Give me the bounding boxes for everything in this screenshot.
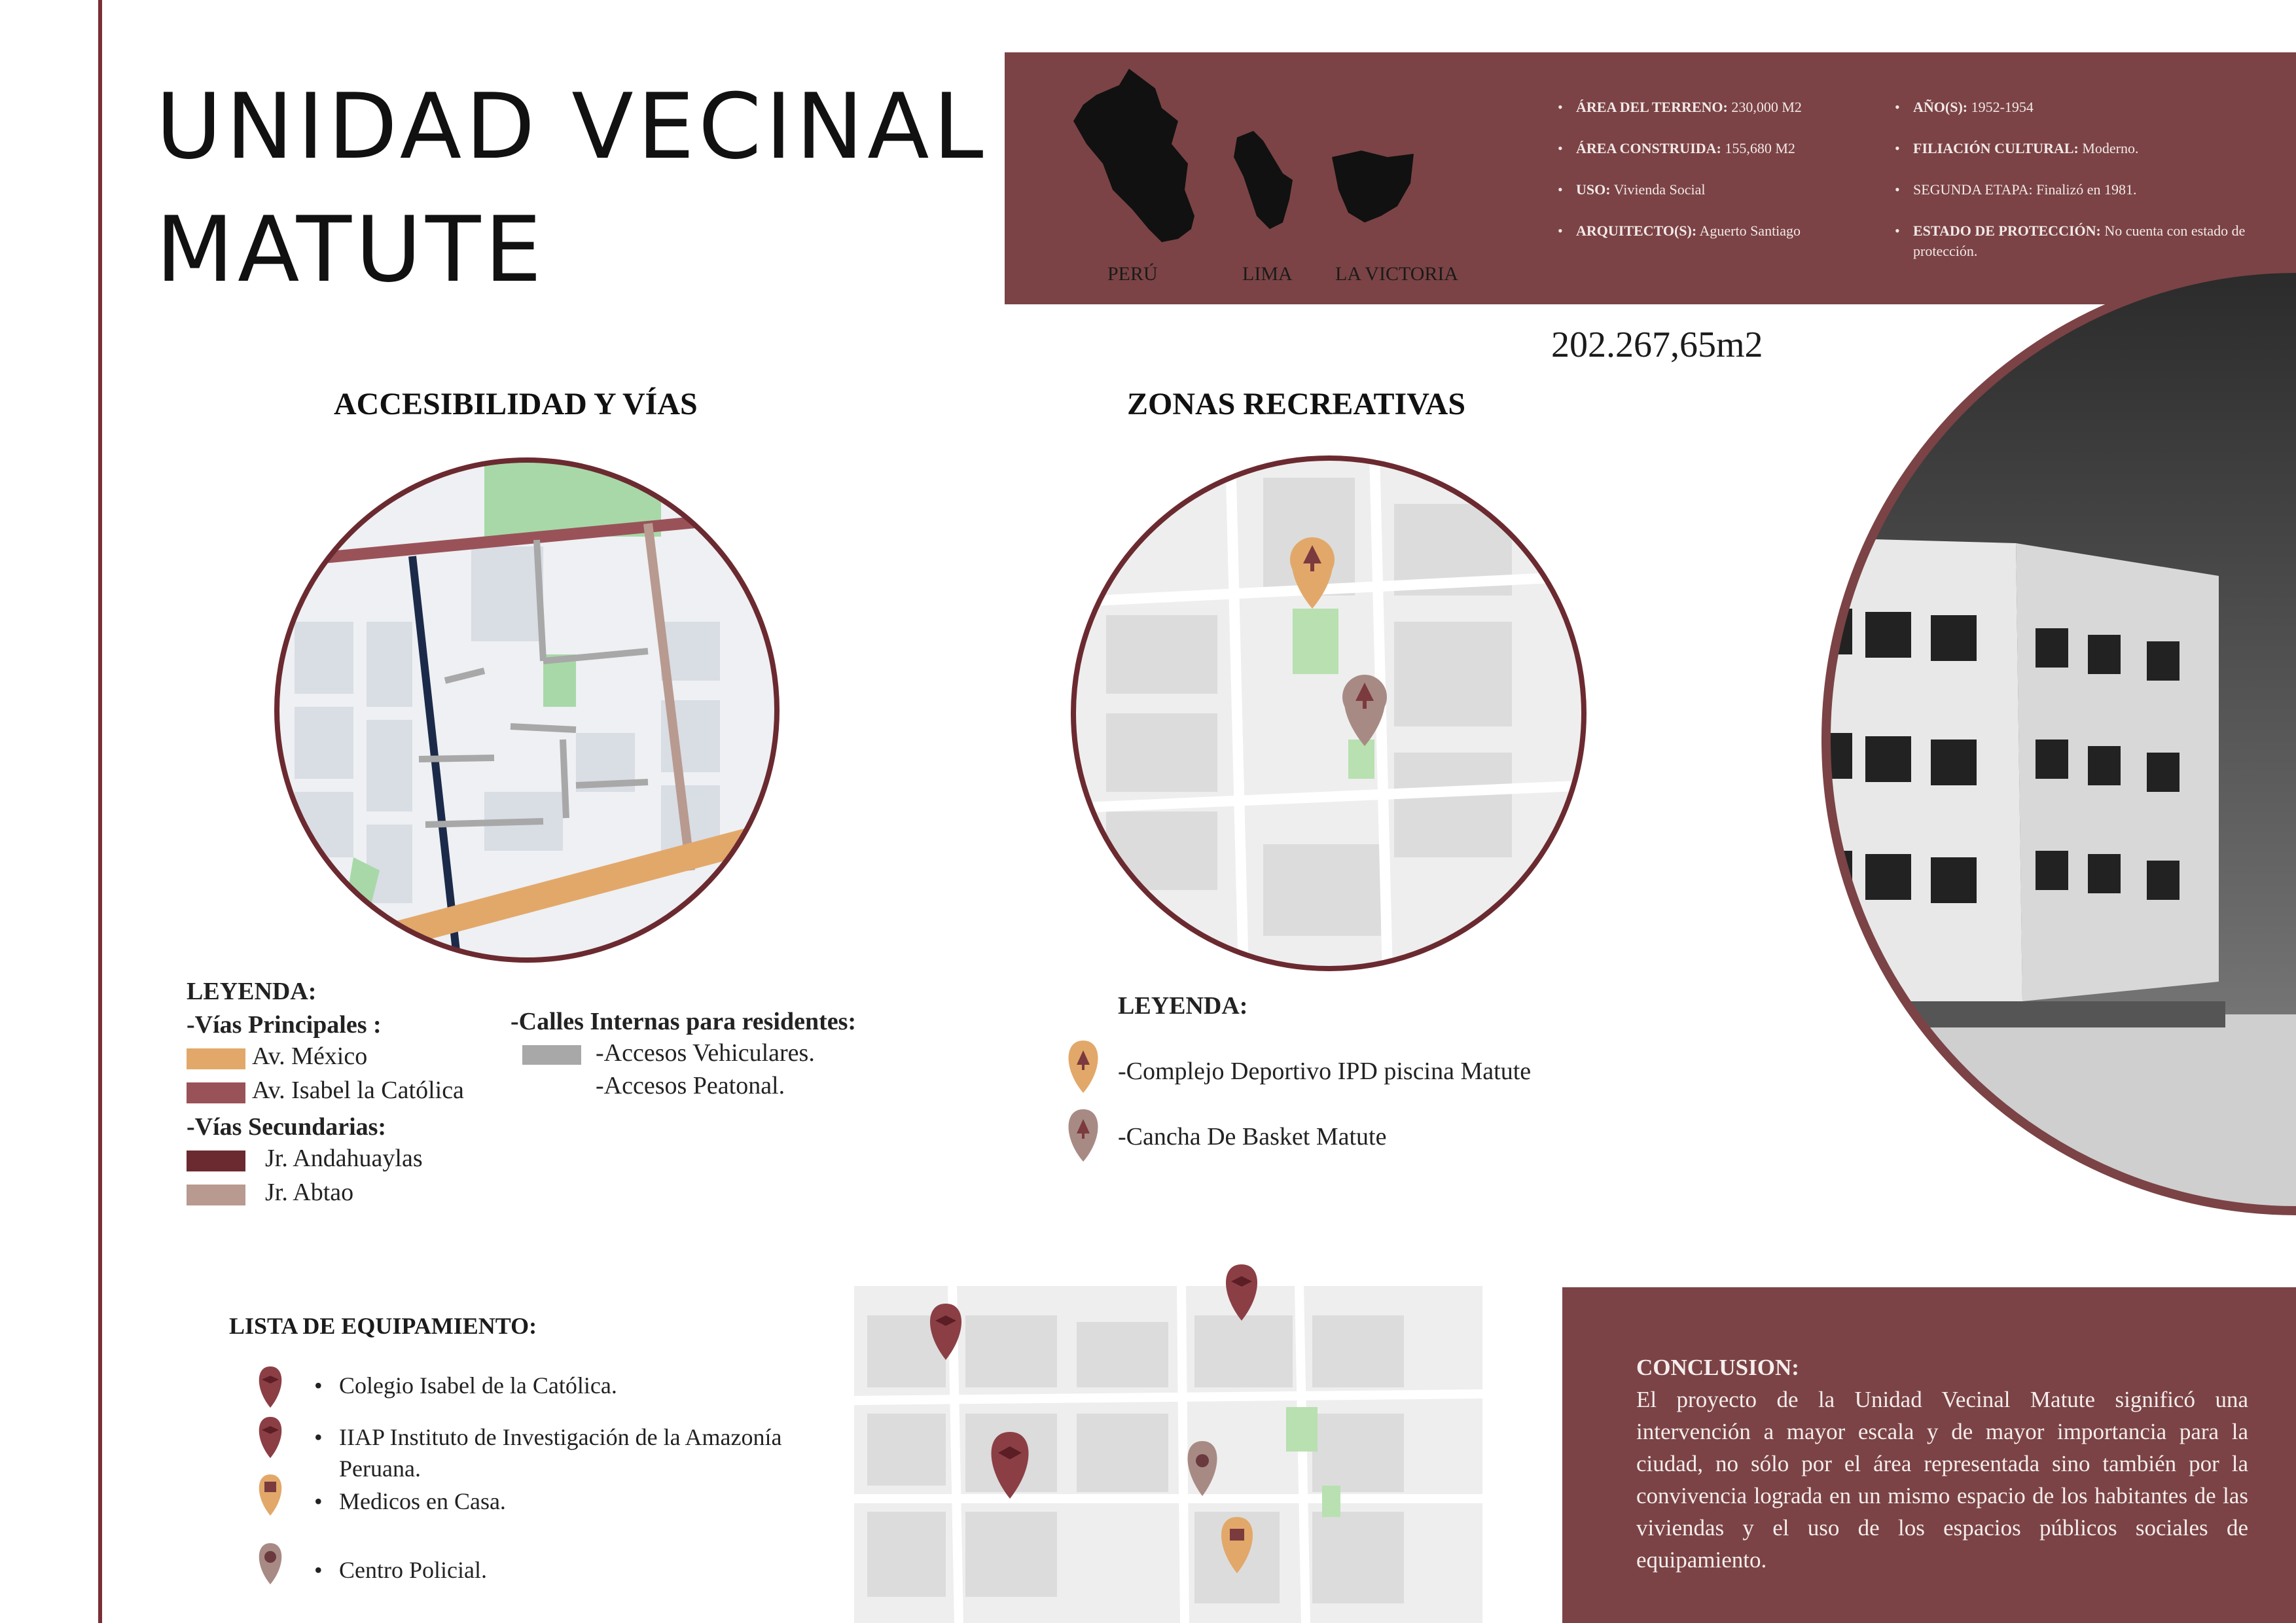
zonas-recreativas-map [1067,452,1590,975]
legend-item-cancha: -Cancha De Basket Matute [1118,1123,1387,1150]
equipamiento-item-colegio: • Colegio Isabel de la Católica. [314,1372,617,1399]
swatch-av-mexico [187,1048,245,1069]
title-line-2: MATUTE [156,197,546,302]
legend-title: LEYENDA: [187,978,317,1005]
graduation-pin-icon-2 [254,1415,287,1461]
conclusion-body: El proyecto de la Unidad Vecinal Matute significó una intervención a mayor escala y de mayor importancia para la ciudad, no sólo por el área representada sino también por la convivencia lograda en un mismo espacio de los habitantes de las viviendas y el uso de los espacios públicos sociales de equipamiento. [1636,1387,2248,1573]
conclusion-text-block [1636,1351,2248,1576]
equipamiento-item-iiap: • IIAP Instituto de Investigación de la Amazonía Peruana. [314,1424,782,1482]
left-border-line [98,0,102,1623]
equipamiento-item-medicos: • Medicos en Casa. [314,1488,506,1514]
equipamiento-item-policial: • Centro Policial. [314,1557,487,1583]
accesibilidad-map [268,452,785,969]
peru-map-icon [1073,69,1194,242]
info-uso: • USO: Vivienda Social [1558,179,1898,200]
hospital-pin-icon [254,1472,287,1518]
swatch-calles-internas [522,1045,581,1065]
info-list-2 [1895,97,2261,282]
map-label-la-victoria: LA VICTORIA [1335,263,1459,285]
info-area-construida: • ÁREA CONSTRUIDA: 155,680 M2 [1558,138,1898,158]
total-area: 202.267,65m2 [1551,325,1763,365]
legend-item-accesos-peatonal: -Accesos Peatonal. [596,1072,785,1099]
legend-vias-principales-label: -Vías Principales : [187,1011,382,1039]
calles-internas-legend [511,1005,929,1104]
accesibilidad-title: ACCESIBILIDAD Y VÍAS [334,387,698,421]
info-anios: • AÑO(S): 1952-1954 [1895,97,2261,117]
swatch-jr-andahuaylas [187,1150,245,1171]
info-segunda-etapa: • SEGUNDA ETAPA: Finalizó en 1981. [1895,179,2261,200]
legend-item-accesos-vehiculares: -Accesos Vehiculares. [511,1039,929,1071]
info-area-terreno: • ÁREA DEL TERRENO: 230,000 M2 [1558,97,1898,117]
building-photo [1741,262,2296,1361]
legend-item-av-isabel: Av. Isabel la Católica [187,1076,494,1110]
legend-pin-complejo-icon [1060,1037,1106,1096]
title-line-1: UNIDAD VECINAL [156,74,988,179]
legend-item-complejo: -Complejo Deportivo IPD piscina Matute [1118,1058,1532,1085]
lima-map-icon [1234,131,1293,229]
info-arquitecto: • ARQUITECTO(S): Aguerto Santiago [1558,221,1898,241]
graduation-pin-icon [254,1364,287,1410]
info-list-1 [1558,97,1898,262]
legend-item-jr-andahuaylas: Jr. Andahuaylas [187,1144,494,1178]
police-pin-icon [254,1541,287,1587]
recreativas-legend-title: LEYENDA: [1118,992,1248,1020]
map-label-lima: LIMA [1242,263,1293,285]
info-filiacion: • FILIACIÓN CULTURAL: Moderno. [1895,138,2261,158]
swatch-jr-abtao [187,1185,245,1205]
zonas-recreativas-title: ZONAS RECREATIVAS [1127,387,1466,421]
equipamiento-title: LISTA DE EQUIPAMIENTO: [229,1313,537,1339]
swatch-av-isabel [187,1082,245,1103]
la-victoria-map-icon [1332,151,1414,223]
conclusion-title: CONCLUSION: [1636,1355,1799,1380]
equipamiento-map [854,1263,1482,1623]
info-estado-proteccion: • ESTADO DE PROTECCIÓN: No cuenta con estado de protección. [1895,221,2261,261]
legend-item-av-mexico: Av. México [187,1042,494,1076]
page-title [156,65,987,312]
legend-item-jr-abtao: Jr. Abtao [187,1178,494,1212]
map-label-peru: PERÚ [1107,263,1158,285]
legend-vias-secundarias-label: -Vías Secundarias: [187,1113,387,1141]
legend-calles-internas-label: -Calles Internas para residentes: [511,1008,857,1035]
legend-pin-cancha-icon [1060,1106,1106,1165]
accesibilidad-legend [187,975,494,1212]
